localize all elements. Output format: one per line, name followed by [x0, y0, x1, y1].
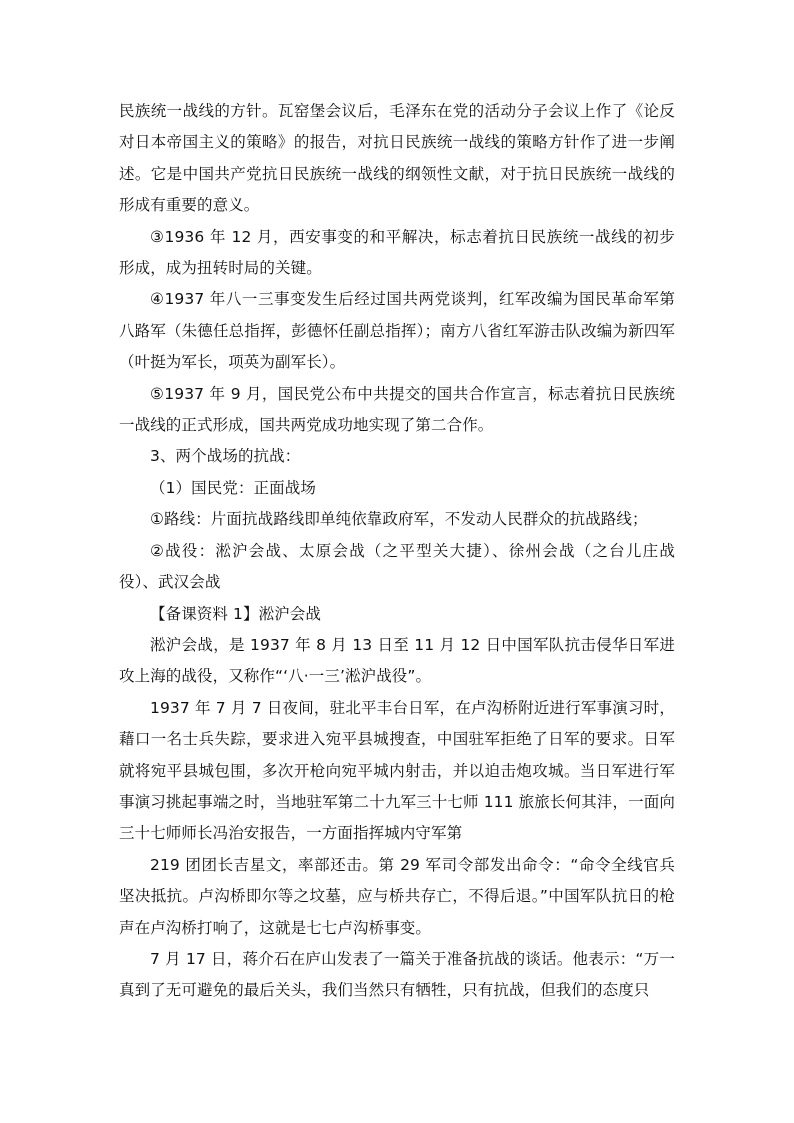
paragraph-songhu-battle: 淞沪会战，是 1937 年 8 月 13 日至 11 月 12 日中国军队抗击侵华日军进攻上海的战役，又称作“‘八·一三’淞沪战役”。 — [119, 635, 675, 686]
reference-material-heading: 【备课资料 1】淞沪会战 — [150, 604, 321, 623]
paragraph-marco-polo-bridge: 1937 年 7 月 7 日夜间，驻北平丰台日军，在卢沟桥附近进行军事演习时，藉口一名士兵失踪，要求进入宛平县城搜查，中国驻军拒绝了日军的要求。日军就将宛平县城包围，多次开枪向宛平城内射击，并以迫击炮攻城。当日军进行军事演习挑起事端之时，当地驻军第二十九军三十七师 111 旅旅长何其沣，一面向三十七师师长冯治安报告，一方面指挥城内守军第 — [119, 698, 675, 843]
paragraph-cooperation-declaration: ⑤1937 年 9 月，国民党公布中共提交的国共合作宣言，标志着抗日民族统一战线的正式形成，国共两党成功地实现了第二合作。 — [119, 384, 675, 435]
paragraph-battles: ②战役：淞沪会战、太原会战（之平型关大捷）、徐州会战（之台儿庄战役）、武汉会战 — [119, 541, 675, 592]
paragraph-219-regiment: 219 团团长吉星文，率部还击。第 29 军司令部发出命令：“命令全线官兵坚决抵抗。卢沟桥即尔等之坟墓，应与桥共存亡，不得后退。”中国军队抗日的枪声在卢沟桥打响了，这就是七七卢沟桥事变。 — [119, 855, 675, 937]
document-body — [119, 96, 675, 1007]
paragraph-united-front-policy: 民族统一战线的方针。瓦窑堡会议后，毛泽东在党的活动分子会议上作了《论反对日本帝国主义的策略》的报告，对抗日民族统一战线的策略方针作了进一步阐述。它是中国共产党抗日民族统一战线的纲领性文献，对于抗日民族统一战线的形成有重要的意义。 — [119, 102, 675, 215]
paragraph-route: ①路线：片面抗战路线即单纯依靠政府军，不发动人民群众的抗战路线； — [150, 510, 648, 529]
subheading-frontal-battlefield: （1）国民党：正面战场 — [150, 478, 316, 497]
section-heading-two-battlefields: 3、两个战场的抗战： — [150, 447, 301, 466]
paragraph-lushan-speech: 7 月 17 日，蒋介石在庐山发表了一篇关于准备抗战的谈话。他表示：“万一真到了无可避免的最后关头，我们当然只有牺牲，只有抗战，但我们的态度只 — [119, 949, 675, 1000]
paragraph-xian-incident: ③1936 年 12 月，西安事变的和平解决，标志着抗日民族统一战线的初步形成，成为扭转时局的关键。 — [119, 227, 675, 278]
paragraph-red-army-reorganization: ④1937 年八一三事变发生后经过国共两党谈判，红军改编为国民革命军第八路军（朱德任总指挥，彭德怀任副总指挥）；南方八省红军游击队改编为新四军（叶挺为军长，项英为副军长）。 — [119, 290, 675, 372]
